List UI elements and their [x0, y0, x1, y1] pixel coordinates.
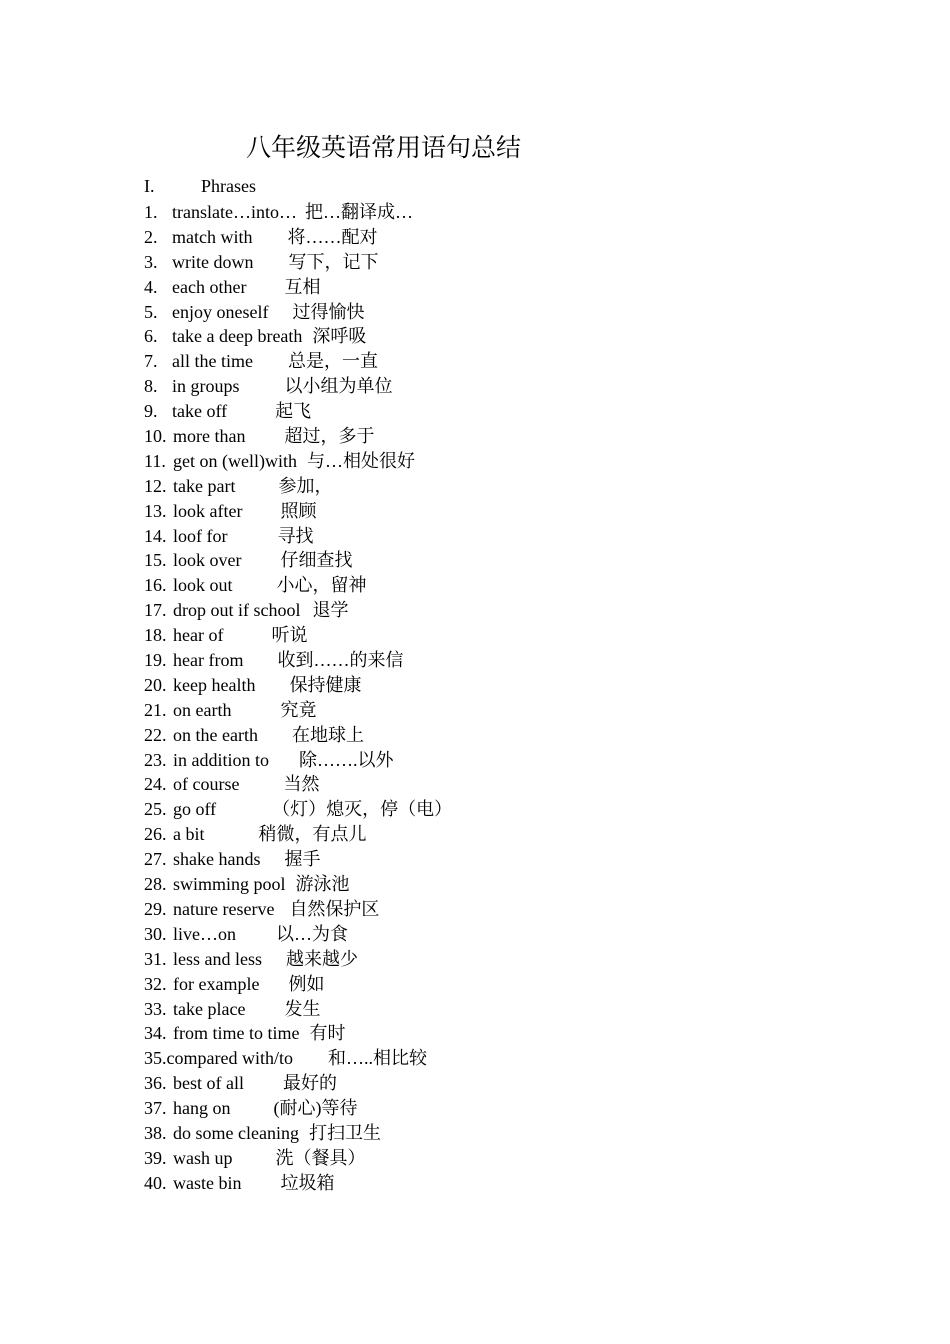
phrase-number: 13. — [144, 500, 167, 521]
list-item — [144, 1021, 452, 1046]
phrase-english: less and less — [173, 948, 262, 969]
phrase-chinese: 保持健康 — [289, 674, 362, 695]
phrase-number: 21. — [144, 699, 167, 720]
phrase-number: 27. — [144, 849, 167, 870]
list-item — [144, 698, 452, 723]
phrase-number: 11. — [144, 450, 166, 471]
phrase-english: each other — [172, 276, 247, 297]
list-item — [144, 947, 452, 972]
list-item — [144, 449, 452, 474]
phrase-chinese: (耐心)等待 — [273, 1098, 358, 1119]
phrase-chinese: 有时 — [309, 1023, 346, 1044]
phrase-english: from time to time — [173, 1023, 300, 1044]
phrase-english: hear from — [173, 650, 244, 671]
phrase-number: 10. — [144, 426, 167, 447]
list-item — [144, 623, 452, 648]
phrase-chinese: 总是，一直 — [287, 351, 378, 372]
phrase-english: take place — [173, 998, 246, 1019]
phrase-english: match with — [172, 226, 253, 247]
phrase-number: 6. — [144, 326, 158, 347]
phrase-chinese: 洗（餐具） — [275, 1147, 366, 1168]
phrase-english: write down — [172, 251, 254, 272]
phrase-english: on earth — [173, 699, 232, 720]
phrase-chinese: 参加， — [278, 475, 333, 496]
list-item — [144, 897, 452, 922]
phrase-list — [144, 200, 452, 1196]
phrase-english: take off — [172, 401, 228, 422]
phrase-number: 17. — [144, 600, 167, 621]
phrase-chinese: 自然保护区 — [289, 898, 380, 919]
list-item — [144, 548, 452, 573]
list-item — [144, 573, 452, 598]
phrase-number: 8. — [144, 376, 158, 397]
phrase-english: hear of — [173, 625, 224, 646]
phrase-english: hang on — [173, 1098, 231, 1119]
phrase-chinese: 发生 — [284, 998, 321, 1019]
phrase-number: 3. — [144, 251, 158, 272]
phrase-number: 33. — [144, 998, 167, 1019]
phrase-chinese: 在地球上 — [291, 724, 364, 745]
phrase-number: 14. — [144, 525, 167, 546]
phrase-number: 28. — [144, 874, 167, 895]
list-item — [144, 1121, 452, 1146]
phrase-english: of course — [173, 774, 240, 795]
phrase-number: 24. — [144, 774, 167, 795]
phrase-chinese: 例如 — [288, 973, 325, 994]
phrase-number: 39. — [144, 1147, 167, 1168]
phrase-english: enjoy oneself — [172, 301, 269, 322]
phrase-chinese: 仔细查找 — [280, 550, 353, 571]
phrase-english: shake hands — [173, 849, 261, 870]
list-item — [144, 250, 452, 275]
phrase-number: 5. — [144, 301, 158, 322]
phrase-english: take part — [173, 475, 236, 496]
phrase-chinese: 稍微，有点儿 — [258, 824, 367, 845]
phrase-english: all the time — [172, 351, 253, 372]
list-item — [144, 1171, 452, 1196]
phrase-number: 9. — [144, 401, 158, 422]
phrase-english: on the earth — [173, 724, 258, 745]
phrase-number: 16. — [144, 575, 167, 596]
list-item — [144, 1071, 452, 1096]
phrase-chinese: 过得愉快 — [292, 301, 365, 322]
phrase-number: 26. — [144, 824, 167, 845]
phrase-chinese: 收到……的来信 — [277, 650, 404, 671]
phrase-english: take a deep breath — [172, 326, 303, 347]
list-item — [144, 822, 452, 847]
phrase-english: for example — [173, 973, 260, 994]
list-item — [144, 723, 452, 748]
section-label: Phrases — [201, 176, 256, 196]
phrase-number: 35. — [144, 1048, 167, 1069]
phrase-english: get on (well)with — [173, 450, 297, 471]
phrase-english: live…on — [173, 923, 236, 944]
phrase-english: more than — [173, 426, 246, 447]
phrase-chinese: 将……配对 — [287, 226, 378, 247]
phrase-chinese: 除…….以外 — [299, 749, 394, 770]
phrase-chinese: 听说 — [271, 625, 308, 646]
phrase-number: 18. — [144, 625, 167, 646]
list-item — [144, 399, 452, 424]
phrase-number: 38. — [144, 1122, 167, 1143]
phrase-english: go off — [173, 799, 217, 820]
phrase-english: wash up — [173, 1147, 233, 1168]
phrase-chinese: 与…相处很好 — [306, 450, 415, 471]
phrase-chinese: 打扫卫生 — [308, 1122, 381, 1143]
phrase-english: compared with/to — [166, 1048, 293, 1069]
list-item — [144, 673, 452, 698]
phrase-number: 36. — [144, 1073, 167, 1094]
phrase-english: a bit — [173, 824, 205, 845]
list-item — [144, 748, 452, 773]
phrase-chinese: 越来越少 — [286, 948, 358, 969]
phrase-number: 40. — [144, 1172, 167, 1193]
phrase-number: 20. — [144, 674, 167, 695]
list-item — [144, 474, 452, 499]
phrase-english: translate…into… — [172, 202, 297, 222]
list-item — [144, 374, 452, 399]
phrase-number: 29. — [144, 898, 167, 919]
list-item — [144, 1146, 452, 1171]
phrase-number: 12. — [144, 475, 167, 496]
phrase-chinese: 最好的 — [282, 1073, 337, 1094]
list-item — [144, 1046, 452, 1071]
phrase-chinese: 把…翻译成… — [304, 202, 413, 222]
phrase-chinese: 超过，多于 — [284, 426, 375, 447]
phrase-english: in groups — [172, 376, 240, 397]
phrase-english: look over — [173, 550, 242, 571]
phrase-english: best of all — [173, 1073, 244, 1094]
list-item — [144, 598, 452, 623]
phrase-english: loof for — [173, 525, 228, 546]
list-item — [144, 847, 452, 872]
phrase-english: look after — [173, 500, 243, 521]
phrase-chinese: 深呼吸 — [312, 326, 367, 347]
phrase-chinese: 究竟 — [280, 699, 317, 720]
list-item — [144, 200, 452, 225]
phrase-chinese: 小心，留神 — [276, 575, 367, 596]
phrase-chinese: 退学 — [312, 600, 349, 621]
section-number: I. — [144, 176, 155, 196]
phrase-english: keep health — [173, 674, 256, 695]
phrase-number: 32. — [144, 973, 167, 994]
phrase-chinese: 互相 — [284, 276, 321, 297]
list-item — [144, 997, 452, 1022]
phrase-number: 15. — [144, 550, 167, 571]
phrase-number: 34. — [144, 1023, 167, 1044]
phrase-english: drop out if school — [173, 600, 301, 621]
phrase-chinese: 寻找 — [277, 525, 314, 546]
list-item — [144, 1096, 452, 1121]
phrase-chinese: 游泳池 — [295, 874, 350, 895]
phrase-number: 22. — [144, 724, 167, 745]
phrase-chinese: 垃圾箱 — [280, 1172, 335, 1193]
list-item — [144, 300, 452, 325]
phrase-number: 7. — [144, 351, 158, 372]
phrase-chinese: 以小组为单位 — [284, 376, 393, 397]
phrase-number: 19. — [144, 650, 167, 671]
phrase-number: 1. — [144, 202, 158, 222]
phrase-chinese: 握手 — [284, 849, 321, 870]
phrase-chinese: 当然 — [283, 774, 320, 795]
phrase-english: waste bin — [173, 1172, 242, 1193]
list-item — [144, 275, 452, 300]
phrase-number: 2. — [144, 226, 158, 247]
list-item — [144, 225, 452, 250]
list-item — [144, 349, 452, 374]
list-item — [144, 772, 452, 797]
list-item — [144, 324, 452, 349]
phrase-number: 30. — [144, 923, 167, 944]
phrase-english: swimming pool — [173, 874, 286, 895]
list-item — [144, 797, 452, 822]
phrase-number: 31. — [144, 948, 167, 969]
phrase-chinese: （灯）熄灭，停（电） — [272, 799, 453, 820]
phrase-english: look out — [173, 575, 233, 596]
phrase-chinese: 起飞 — [275, 401, 312, 422]
list-item — [144, 524, 452, 549]
list-item — [144, 424, 452, 449]
section-heading — [144, 175, 256, 197]
phrase-number: 25. — [144, 799, 167, 820]
list-item — [144, 872, 452, 897]
phrase-number: 37. — [144, 1098, 167, 1119]
phrase-number: 23. — [144, 749, 167, 770]
phrase-chinese: 照顾 — [280, 500, 317, 521]
phrase-english: in addition to — [173, 749, 269, 770]
phrase-chinese: 以…为食 — [276, 923, 348, 944]
phrase-english: do some cleaning — [173, 1122, 299, 1143]
phrase-chinese: 和…..相比较 — [327, 1048, 427, 1069]
list-item — [144, 499, 452, 524]
list-item — [144, 922, 452, 947]
phrase-chinese: 写下，记下 — [288, 251, 379, 272]
page-title: 八年级英语常用语句总结 — [246, 135, 522, 162]
list-item — [144, 972, 452, 997]
list-item — [144, 648, 452, 673]
phrase-number: 4. — [144, 276, 158, 297]
phrase-english: nature reserve — [173, 898, 275, 919]
